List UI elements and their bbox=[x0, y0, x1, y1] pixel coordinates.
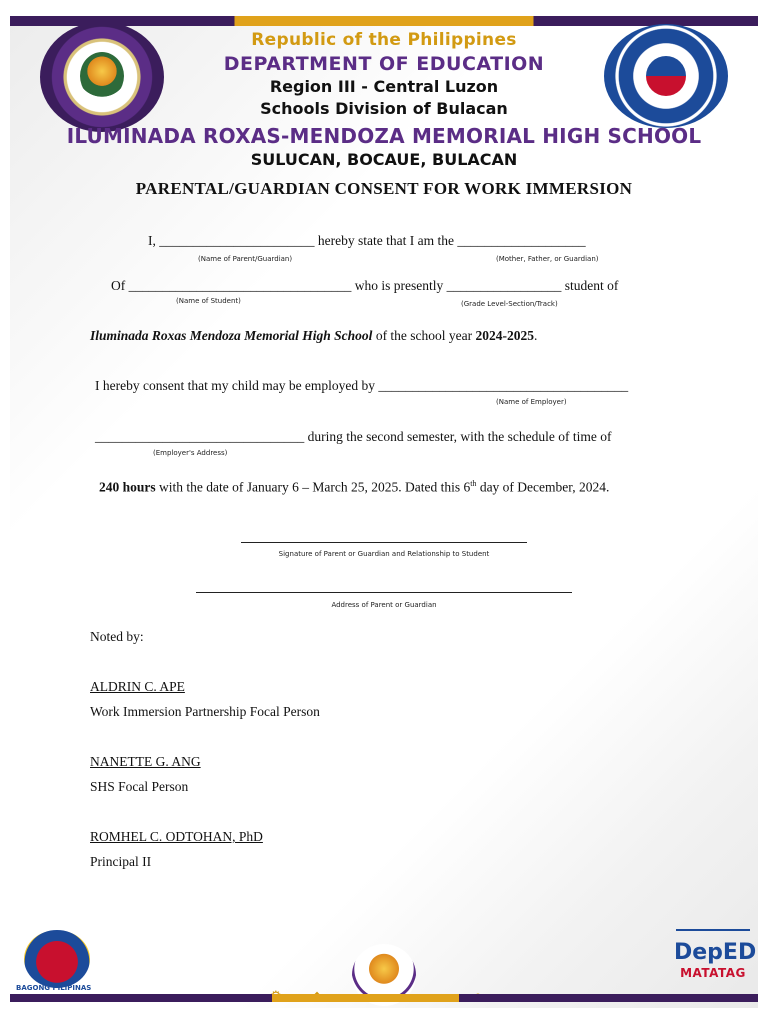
signatory-name-1: ALDRIN C. APE bbox=[90, 679, 185, 694]
deped-top-rule bbox=[676, 929, 750, 931]
noted-by-label: Noted by: bbox=[90, 629, 144, 644]
school-year-end: . bbox=[534, 328, 538, 343]
caption-grade-level: (Grade Level-Section/Track) bbox=[461, 300, 558, 308]
school-year-mid: of the school year bbox=[372, 328, 476, 343]
bagong-pilipinas-logo-icon bbox=[24, 930, 90, 988]
bagong-pilipinas-text: BAGONG PILIPINAS bbox=[16, 984, 92, 992]
header-division: Schools Division of Bulacan bbox=[260, 99, 508, 118]
hours-date-mid: with the date of January 6 – March 25, 2025. Dated this 6 bbox=[155, 479, 471, 495]
schedule-line: _______________________________ during the second semester, with the schedule of time of bbox=[95, 429, 612, 444]
footer-color-band bbox=[10, 994, 758, 1002]
address-line bbox=[196, 592, 572, 593]
caption-signature: Signature of Parent or Guardian and Relationship to Student bbox=[278, 550, 490, 558]
signatory-role-3: Principal II bbox=[90, 854, 152, 869]
signature-line bbox=[241, 542, 527, 543]
header-region: Region III - Central Luzon bbox=[269, 77, 499, 96]
deped-logo-text: DepED bbox=[674, 940, 757, 965]
school-year-value: 2024-2025 bbox=[475, 328, 535, 343]
hours-date-line bbox=[99, 479, 609, 496]
caption-address: Address of Parent or Guardian bbox=[331, 601, 437, 609]
day-suffix: th bbox=[470, 479, 477, 488]
caption-parent-name: (Name of Parent/Guardian) bbox=[198, 255, 293, 263]
matatag-logo-text: MATATAG bbox=[680, 966, 746, 980]
school-year-line bbox=[90, 328, 537, 344]
header-republic: Republic of the Philippines bbox=[251, 30, 517, 50]
header-school-address: SULUCAN, BOCAUE, BULACAN bbox=[250, 150, 518, 169]
signatory-role-1: Work Immersion Partnership Focal Person bbox=[90, 704, 320, 719]
hours-value: 240 hours bbox=[99, 479, 156, 495]
form-title: PARENTAL/GUARDIAN CONSENT FOR WORK IMMERSION bbox=[135, 179, 633, 198]
caption-employer-name: (Name of Employer) bbox=[496, 398, 567, 406]
caption-relationship: (Mother, Father, or Guardian) bbox=[496, 255, 599, 263]
school-name-text: Iluminada Roxas Mendoza Memorial High School bbox=[90, 328, 373, 343]
signatory-role-2: SHS Focal Person bbox=[90, 779, 189, 794]
employer-consent-line: I hereby consent that my child may be employed by _____________________________________ bbox=[95, 378, 629, 393]
header-school-name: ILUMINADA ROXAS-MENDOZA MEMORIAL HIGH SCHOOL bbox=[66, 124, 702, 148]
parent-statement-line: I, _______________________ hereby state that I am the ___________________ bbox=[148, 233, 586, 248]
caption-employer-address: (Employer's Address) bbox=[153, 449, 228, 457]
signatory-name-3: ROMHEL C. ODTOHAN, PhD bbox=[90, 829, 263, 844]
caption-student-name: (Name of Student) bbox=[176, 297, 241, 305]
student-statement-line: Of _________________________________ who is presently _________________ student of bbox=[111, 278, 619, 293]
header-department: DEPARTMENT OF EDUCATION bbox=[223, 53, 545, 75]
hours-date-end: day of December, 2024. bbox=[476, 479, 610, 495]
signatory-name-2: NANETTE G. ANG bbox=[90, 754, 201, 769]
